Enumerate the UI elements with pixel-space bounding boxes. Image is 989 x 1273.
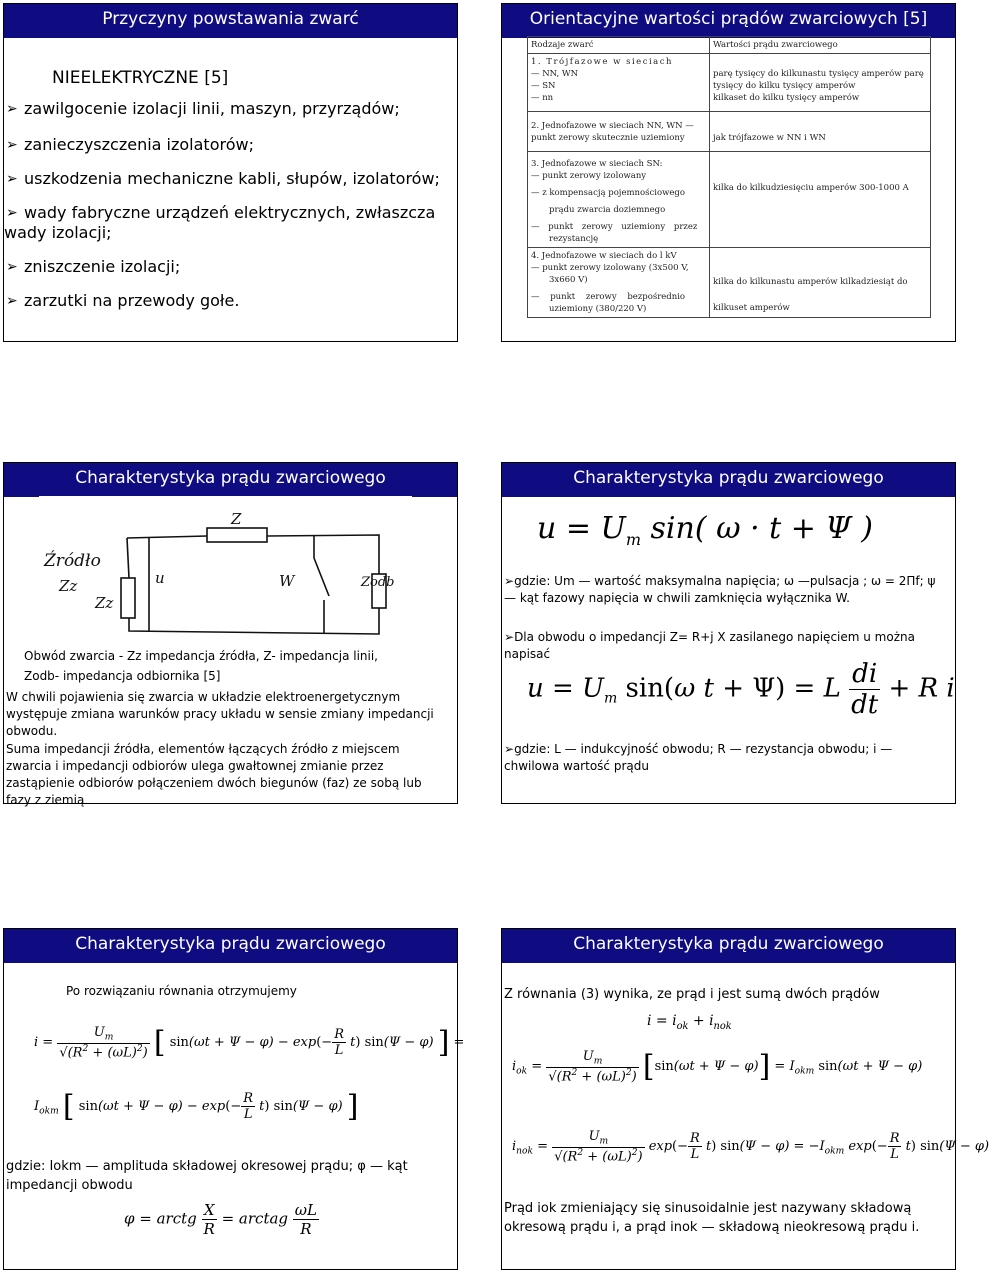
slide-obwod-zwarcia <box>3 462 458 807</box>
slide-przyczyny <box>3 3 458 342</box>
intro-text: Po rozwiązaniu równania otrzymujemy <box>66 984 297 998</box>
note-components: Prąd iok zmieniający się sinusoidalnie jest nazywany składową okresową prądu i, a prąd inok — składową nieokresową prądu i. <box>504 1201 920 1235</box>
table-header: Wartości prądu zwarciowego <box>710 37 931 54</box>
arrow-bullet-icon: ➢ <box>6 101 18 117</box>
table-row <box>528 112 931 152</box>
table-cell: kilka do kilkudziesięciu amperów 300-1000 A <box>710 152 931 248</box>
paragraph-zmiana: W chwili pojawienia się zwarcia w układzie elektroenergetycznym występuje zmiana warunków pracy układu w sensie zmiany impedancji obwodu. <box>6 690 434 738</box>
circuit-diagram <box>39 496 412 661</box>
table-cell: 3. Jednofazowe w sieciach SN: — punkt zerowy izolowany — z kompensacją pojemnościowego prądu zwarcia doziemnego — punkt zerowy uziemiony przez rezystancję <box>528 152 710 248</box>
arrow-bullet-icon: ➢ <box>6 293 18 309</box>
section-heading: NIEELEKTRYCZNE [5] <box>52 68 229 88</box>
phase-angle-equation: φ = arctg $\frac{X}{R}$ = arctag $\frac{\omega L}{R}$ <box>124 1201 317 1238</box>
z-label: Z <box>231 510 242 528</box>
zz-label: Zz <box>59 577 78 595</box>
line-impedance-box <box>207 528 267 542</box>
slide-title: Charakterystyka prądu zwarciowego <box>4 463 457 497</box>
table-cell: 1. Trójfazowe w sieciach — NN, WN — SN — nn <box>528 54 710 112</box>
table-row <box>528 248 931 318</box>
arrow-bullet-icon: ➢ <box>6 171 18 187</box>
intro-text: Z równania (3) wynika, ze prąd i jest sumą dwóch prądów <box>504 987 880 1002</box>
slide-rozwiazanie <box>3 928 465 1270</box>
note-amplitude: gdzie: Iokm — amplituda składowej okresowej prądu; φ — kąt impedancji obwodu <box>6 1159 408 1193</box>
zz-label-2: Zz <box>95 594 114 612</box>
list-item: ➢ wady fabryczne urządzeń elektrycznych, zwłaszcza <box>6 203 436 222</box>
slide-title: Charakterystyka prądu zwarciowego <box>4 929 457 963</box>
slide-title: Charakterystyka prądu zwarciowego <box>502 929 955 963</box>
circuit-sketch <box>39 496 412 661</box>
table-cell: parę tysięcy do kilkunastu tysięcy amperów parę tysięcy do kilku tysięcy amperów kilkaset do kilku tysięcy amperów <box>710 54 931 112</box>
arrow-bullet-icon: ➢ <box>6 205 18 221</box>
caption-line-1: Obwód zwarcia - Zz impedancja źródła, Z- impedancja linii, <box>24 649 378 663</box>
voltage-equation: $u = U_m$ sin( ω · t + Ψ ) <box>537 511 873 549</box>
list-item: ➢ zawilgocenie izolacji linii, maszyn, przyrządów; <box>6 99 400 118</box>
list-item: ➢ uszkodzenia mechaniczne kabli, słupów, izolatorów; <box>6 169 440 188</box>
note-impedance: ➢Dla obwodu o impedancji Z= R+j X zasilanego napięciem u można napisać <box>504 630 915 661</box>
current-values-table <box>527 36 931 318</box>
arrow-bullet-icon: ➢ <box>6 259 18 275</box>
cause-list <box>4 99 454 311</box>
slide-title: Przyczyny powstawania zwarć <box>4 4 457 38</box>
current-solution-equation: i = $\frac{U_m}{√(R^2 + (\omega L)^2)}$ [ sin(ωt + Ψ − φ) − exp(− $\frac{R}{L}$ t) sin(Ψ − φ) ] = <box>34 1025 465 1060</box>
table-cell: jak trójfazowe w NN i WN <box>710 112 931 152</box>
u-label: u <box>155 569 165 587</box>
table-cell: 2. Jednofazowe w sieciach NN, WN — punkt zerowy skutecznie uziemiony <box>528 112 710 152</box>
table-header: Rodzaje zwarć <box>528 37 710 54</box>
slide-rownanie-napiecia <box>501 462 956 804</box>
zodb-label: Zodb <box>361 575 395 590</box>
table-header-row <box>528 37 931 54</box>
table-row <box>528 152 931 248</box>
paragraph-suma: Suma impedancji źródła, elementów łączących źródło z miejscem zwarcia i impedancji odbiorów ulega gwałtownej zmianie przez zastąpienie odbiorów połączeniem dwóch biegunów (faz) ze sobą lub fazy z ziemią <box>6 742 422 807</box>
table-cell: 4. Jednofazowe w sieciach do l kV — punkt zerowy izolowany (3x500 V, 3x660 V) — punkt zerowy bezpośrednio uziemiony (380/220 V) <box>528 248 710 318</box>
note-um: ➢gdzie: Um — wartość maksymalna napięcia; ω —pulsacja ; ω = 2Πf; ψ — kąt fazowy napięcia w chwili zamknięcia wyłącznika W. <box>504 574 936 605</box>
current-amplitude-equation: $I_{okm}$ [ sin(ωt + Ψ − φ) − exp(− $\frac{R}{L}$ t) sin(Ψ − φ) ] <box>34 1089 359 1124</box>
sum-equation: $i = i_{ok} + i_{nok}$ <box>647 1013 732 1032</box>
list-item: ➢ zanieczyszczenia izolatorów; <box>6 135 254 154</box>
slide-orientacyjne <box>501 3 956 342</box>
slide-title: Charakterystyka prądu zwarciowego <box>502 463 955 497</box>
source-impedance-box <box>121 578 135 618</box>
w-label: W <box>279 572 295 590</box>
differential-equation: $u = U_m$ sin(ω t + Ψ) = L $\frac{di}{dt}$ + R i <box>527 659 955 720</box>
list-item: ➢ zarzutki na przewody gołe. <box>6 291 240 310</box>
table-cell: kilka do kilkunastu amperów kilkadziesiąt do kilkuset amperów <box>710 248 931 318</box>
list-item-continuation: wady izolacji; <box>4 223 112 242</box>
arrow-bullet-icon: ➢ <box>6 137 18 153</box>
source-label: Źródło <box>44 551 101 571</box>
slide-title: Orientacyjne wartości prądów zwarciowych [5] <box>502 4 955 38</box>
note-inductance: ➢gdzie: L — indukcyjność obwodu; R — rezystancja obwodu; i — chwilowa wartość prądu <box>504 742 893 773</box>
table-row <box>528 54 931 112</box>
periodic-component-equation: $i_{ok}$ = $\frac{U_m}{√(R^2 + (\omega L)^2)}$ $[\sin(\omega t + \Psi - \varphi)] = I_{okm}$ sin(ωt + Ψ − φ) <box>512 1049 923 1084</box>
caption-line-2: Zodb- impedancja odbiornika [5] <box>24 669 221 683</box>
aperiodic-component-equation: $i_{nok}$ = $\frac{U_m}{√(R^2 + (\omega L)^2)}$ exp(− $\frac{R}{L}$ t) $\sin(\Psi - \varphi) = -I_{okm}$ exp(− $\frac{R}{L}$ t) sin(Ψ − φ) <box>512 1129 989 1164</box>
slide-skladowe <box>501 928 989 1270</box>
list-item: ➢ zniszczenie izolacji; <box>6 257 181 276</box>
